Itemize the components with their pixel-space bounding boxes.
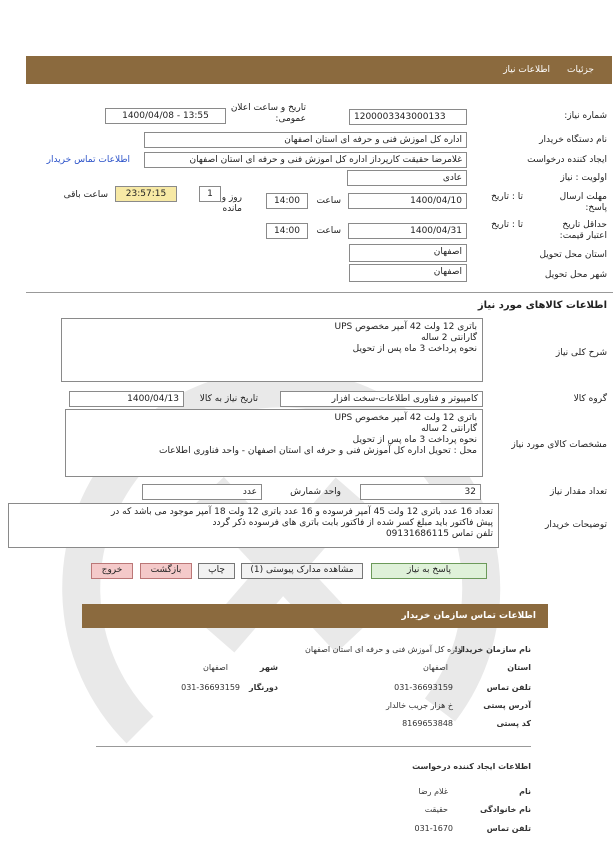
creator-name-value: غلام رضا — [418, 787, 448, 796]
validity-until-label: تا : تاریخ — [491, 220, 523, 230]
summary-label: شرح کلی نیاز — [555, 348, 607, 358]
creator-phone-value: 031-1670 — [414, 824, 453, 833]
contact-phone-value: 031-36693159 — [394, 683, 453, 692]
contact-address-label: آدرس پستی — [483, 701, 531, 710]
divider — [26, 292, 613, 293]
days-label: روز و — [221, 193, 242, 203]
contact-header-bar — [82, 604, 548, 628]
announce-label: تاریخ و ساعت اعلان عمومی: — [230, 103, 306, 124]
goods-group-label: گروه کالا — [573, 394, 607, 404]
exit-button[interactable]: خروج — [91, 563, 133, 579]
buyer-notes-field: تعداد 16 عدد باتری 12 ولت 45 آمپر فرسوده و 16 عدد باتری 12 ولت 18 آمپر موجود می باشد که در پیش فاکتور باید مبلغ کسر شده از فاکتور بابت باتری های فرسوده ذکر گردد تلفن تماس 09131686115 — [8, 503, 499, 548]
reply-button[interactable]: پاسخ به نیاز — [371, 563, 487, 579]
need-date-field: 1400/04/13 — [69, 391, 184, 407]
contact-province-value: اصفهان — [422, 663, 448, 672]
contact-divider — [96, 746, 531, 747]
contact-fax-label: دورنگار — [249, 683, 278, 692]
remaining-time-label: ساعت باقی — [63, 190, 108, 200]
deadline-time-label: ساعت — [316, 196, 341, 206]
need-number-field: 1200003343000133 — [349, 109, 467, 125]
creator-family-label: نام خانوادگی — [479, 805, 531, 814]
contact-phone-label: تلفن تماس — [486, 683, 531, 692]
unit-label: واحد شمارش — [290, 487, 341, 497]
need-number-label: شماره نیاز: — [564, 111, 607, 121]
attachments-button[interactable]: مشاهده مدارک پیوستی (1) — [241, 563, 363, 579]
buyer-org-label: نام دستگاه خریدار — [539, 135, 607, 145]
contact-city-value: اصفهان — [202, 663, 228, 672]
contact-org-value: اداره کل آموزش فنی و حرفه ای استان اصفهان — [305, 645, 463, 654]
deadline-label: مهلت ارسال پاسخ: — [559, 192, 607, 213]
goods-section-title: اطلاعات کالاهای مورد نیاز — [477, 300, 607, 311]
validity-time-field: 14:00 — [266, 223, 308, 239]
priority-label: اولویت : نیاز — [560, 173, 607, 183]
qty-field: 32 — [360, 484, 481, 500]
validity-date-field: 1400/04/31 — [348, 223, 467, 239]
province-field: اصفهان — [349, 244, 467, 262]
city-field: اصفهان — [349, 264, 467, 282]
buyer-org-field: اداره کل اموزش فنی و حرفه ای استان اصفهان — [144, 132, 467, 148]
back-button[interactable]: بازگشت — [140, 563, 192, 579]
contact-bar-title: اطلاعات تماس سازمان خریدار — [401, 611, 536, 621]
announce-field: 1400/04/08 - 13:55 — [105, 108, 226, 124]
unit-field: عدد — [142, 484, 262, 500]
creator-name-label: نام — [519, 787, 531, 796]
contact-city-label: شهر — [259, 663, 278, 672]
validity-time-label: ساعت — [316, 226, 341, 236]
validity-label: حداقل تاریخ اعتبار قیمت: — [559, 220, 607, 241]
contact-org-label: نام سازمان خریدار: — [454, 645, 531, 654]
requester-field: غلامرضا حقیقت کارپرداز اداره کل اموزش فنی و حرفه ای استان اصفهان — [144, 152, 467, 168]
deadline-time-field: 14:00 — [266, 193, 308, 209]
contact-province-label: استان — [507, 663, 531, 672]
days-remaining-field: 1 — [199, 186, 221, 202]
creator-family-value: حقیقت — [424, 805, 448, 814]
city-label: شهر محل تحویل — [544, 270, 607, 280]
creator-phone-label: تلفن تماس — [486, 824, 531, 833]
creator-section-title: اطلاعات ایجاد کننده درخواست — [412, 762, 531, 771]
contact-postal-label: کد پستی — [496, 719, 531, 728]
contact-address-value: خ هزار جریب خالدار — [385, 701, 453, 710]
deadline-date-field: 1400/04/10 — [348, 193, 467, 209]
deadline-until-label: تا : تاریخ — [491, 192, 523, 202]
top-header-bar — [26, 56, 612, 84]
province-label: استان محل تحویل — [539, 250, 607, 260]
remaining-time-field: 23:57:15 — [115, 186, 177, 202]
buyer-contact-link[interactable]: اطلاعات تماس خریدار — [46, 155, 130, 165]
priority-field: عادی — [347, 170, 467, 186]
buyer-notes-label: توضیحات خریدار — [544, 520, 607, 530]
spec-field: باتری 12 ولت 42 آمپر مخصوص UPS گارانتی 2 ساله نحوه پرداخت 3 ماه پس از تحویل محل : تحویل اداره کل آموزش فنی و حرفه ای استان اصفهان - واحد فناوری اطلاعات — [65, 409, 483, 477]
print-button[interactable]: چاپ — [198, 563, 235, 579]
contact-fax-value: 031-36693159 — [181, 683, 240, 692]
requester-label: ایجاد کننده درخواست — [527, 155, 607, 165]
tab-details[interactable]: جزئیات — [567, 65, 594, 75]
qty-label: تعداد مقدار نیاز — [549, 487, 607, 497]
spec-label: مشخصات کالای مورد نیاز — [511, 440, 607, 450]
summary-field: باتری 12 ولت 42 آمپر مخصوص UPS گارانتی 2 ساله نحوه پرداخت 3 ماه پس از تحویل — [61, 318, 483, 382]
remaining-suffix: مانده — [222, 204, 242, 214]
need-date-label: تاریخ نیاز به کالا — [199, 394, 258, 404]
tab-need-info[interactable]: اطلاعات نیاز — [503, 65, 550, 75]
goods-group-field: کامپیوتر و فناوری اطلاعات-سخت افزار — [280, 391, 483, 407]
contact-postal-value: 8169653848 — [402, 719, 453, 728]
